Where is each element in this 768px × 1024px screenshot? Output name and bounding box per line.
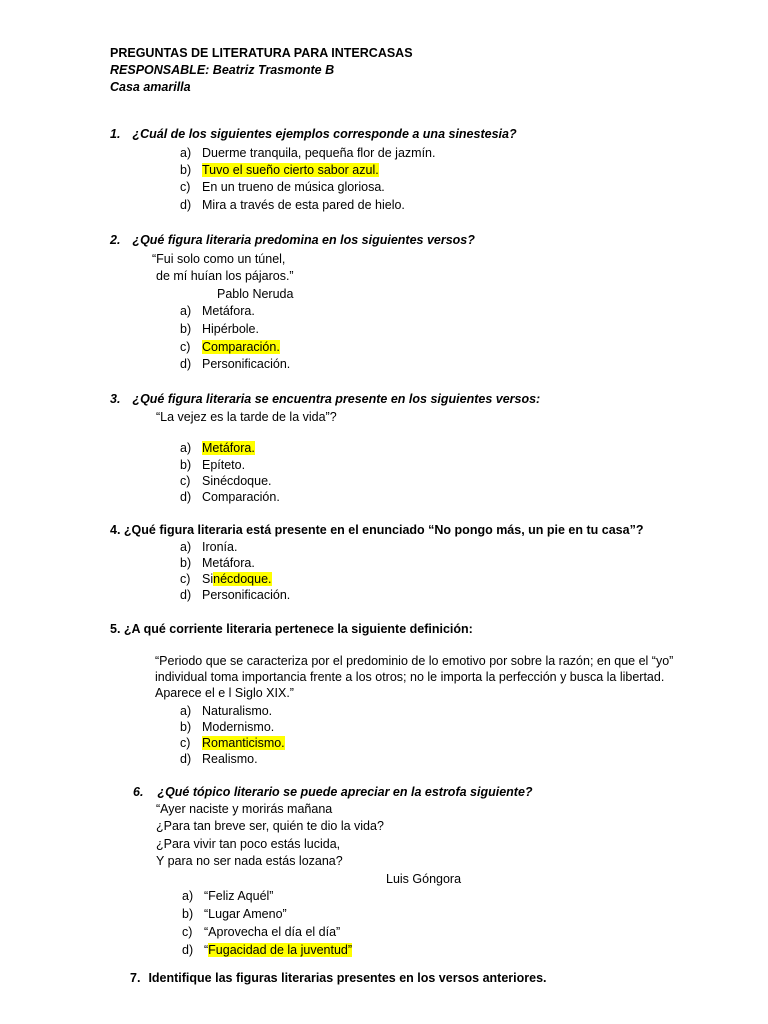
q2-author: Pablo Neruda <box>217 287 294 301</box>
question-7-text: Identifique las figuras literarias presentes en los versos anteriores. <box>148 971 547 985</box>
q1-option-a: a) Duerme tranquila, pequeña flor de jazmín. <box>180 146 436 160</box>
question-3 <box>110 391 540 407</box>
q4-option-a: a) Ironía. <box>180 540 238 554</box>
q5-option-d: d) Realismo. <box>180 752 258 766</box>
q1-option-d: d) Mira a través de esta pared de hielo. <box>180 198 405 212</box>
question-6 <box>133 784 533 800</box>
highlighted-answer: Fugacidad de la juventud” <box>208 943 353 957</box>
highlighted-answer: Metáfora. <box>202 441 255 455</box>
q2-verse-2: de mí huían los pájaros.” <box>156 269 294 283</box>
question-3-text: ¿Qué figura literaria se encuentra presente en los siguientes versos: <box>132 392 541 406</box>
question-5-text: 5. ¿A qué corriente literaria pertenece la siguiente definición: <box>110 622 473 636</box>
q2-option-c: c) Comparación. <box>180 340 280 354</box>
question-3-number: 3. <box>110 392 121 406</box>
question-7 <box>130 970 547 986</box>
question-4-text: 4. ¿Qué figura literaria está presente en el enunciado “No pongo más, un pie en tu casa”? <box>110 523 644 537</box>
q2-option-d: d) Personificación. <box>180 357 291 371</box>
q3-option-c: c) Sinécdoque. <box>180 474 272 488</box>
q2-option-a: a) Metáfora. <box>180 304 255 318</box>
question-6-text: ¿Qué tópico literario se puede apreciar en la estrofa siguiente? <box>157 785 533 799</box>
q3-option-b: b) Epíteto. <box>180 458 246 472</box>
q4-option-d: d) Personificación. <box>180 588 291 602</box>
q5-option-c: c) Romanticismo. <box>180 736 285 750</box>
question-1 <box>110 126 517 142</box>
q6-option-a: a) “Feliz Aquél” <box>182 889 274 903</box>
responsable-line: RESPONSABLE: Beatriz Trasmonte B <box>110 63 335 77</box>
question-6-number: 6. <box>133 785 144 799</box>
q4-option-b: b) Metáfora. <box>180 556 255 570</box>
q6-option-d: d) “Fugacidad de la juventud” <box>182 943 353 957</box>
q4-option-c: c) Sinécdoque. <box>180 572 272 586</box>
question-2 <box>110 232 475 248</box>
q5-definition: “Periodo que se caracteriza por el predominio de lo emotivo por sobre la razón; en que el “yo” individual toma importancia frente a los otros; no le importa la perfección y busca la libertad. Aparece el e l Siglo XIX.” <box>155 654 674 700</box>
q2-option-b: b) Hipérbole. <box>180 322 259 336</box>
document-title: PREGUNTAS DE LITERATURA PARA INTERCASAS <box>110 46 413 60</box>
q6-verse-4: Y para no ser nada estás lozana? <box>156 854 343 868</box>
question-1-number: 1. <box>110 127 121 141</box>
q2-verse-1: “Fui solo como un túnel, <box>152 252 286 266</box>
highlighted-answer: Tuvo el sueño cierto sabor azul. <box>202 163 379 177</box>
highlighted-answer: Romanticismo. <box>202 736 285 750</box>
q3-quote: “La vejez es la tarde de la vida”? <box>156 410 337 424</box>
q3-option-d: d) Comparación. <box>180 490 280 504</box>
q5-option-a: a) Naturalismo. <box>180 704 273 718</box>
q1-option-b: b) Tuvo el sueño cierto sabor azul. <box>180 163 379 177</box>
q6-option-c: c) “Aprovecha el día el día” <box>182 925 341 939</box>
q6-author: Luis Góngora <box>386 872 462 886</box>
question-1-text: ¿Cuál de los siguientes ejemplos corresponde a una sinestesia? <box>132 127 517 141</box>
q3-option-a: a) Metáfora. <box>180 441 255 455</box>
q6-option-b: b) “Lugar Ameno” <box>182 907 287 921</box>
q6-verse-3: ¿Para vivir tan poco estás lucida, <box>156 837 341 851</box>
house-line: Casa amarilla <box>110 80 191 94</box>
question-2-number: 2. <box>110 233 121 247</box>
question-2-text: ¿Qué figura literaria predomina en los siguientes versos? <box>132 233 475 247</box>
q6-verse-2: ¿Para tan breve ser, quién te dio la vida? <box>156 819 384 833</box>
q5-option-b: b) Modernismo. <box>180 720 275 734</box>
question-7-number: 7. <box>130 971 141 985</box>
q1-option-c: c) En un trueno de música gloriosa. <box>180 180 385 194</box>
highlighted-answer: nécdoque. <box>213 572 272 586</box>
highlighted-answer: Comparación. <box>202 340 280 354</box>
q6-verse-1: “Ayer naciste y morirás mañana <box>156 802 333 816</box>
